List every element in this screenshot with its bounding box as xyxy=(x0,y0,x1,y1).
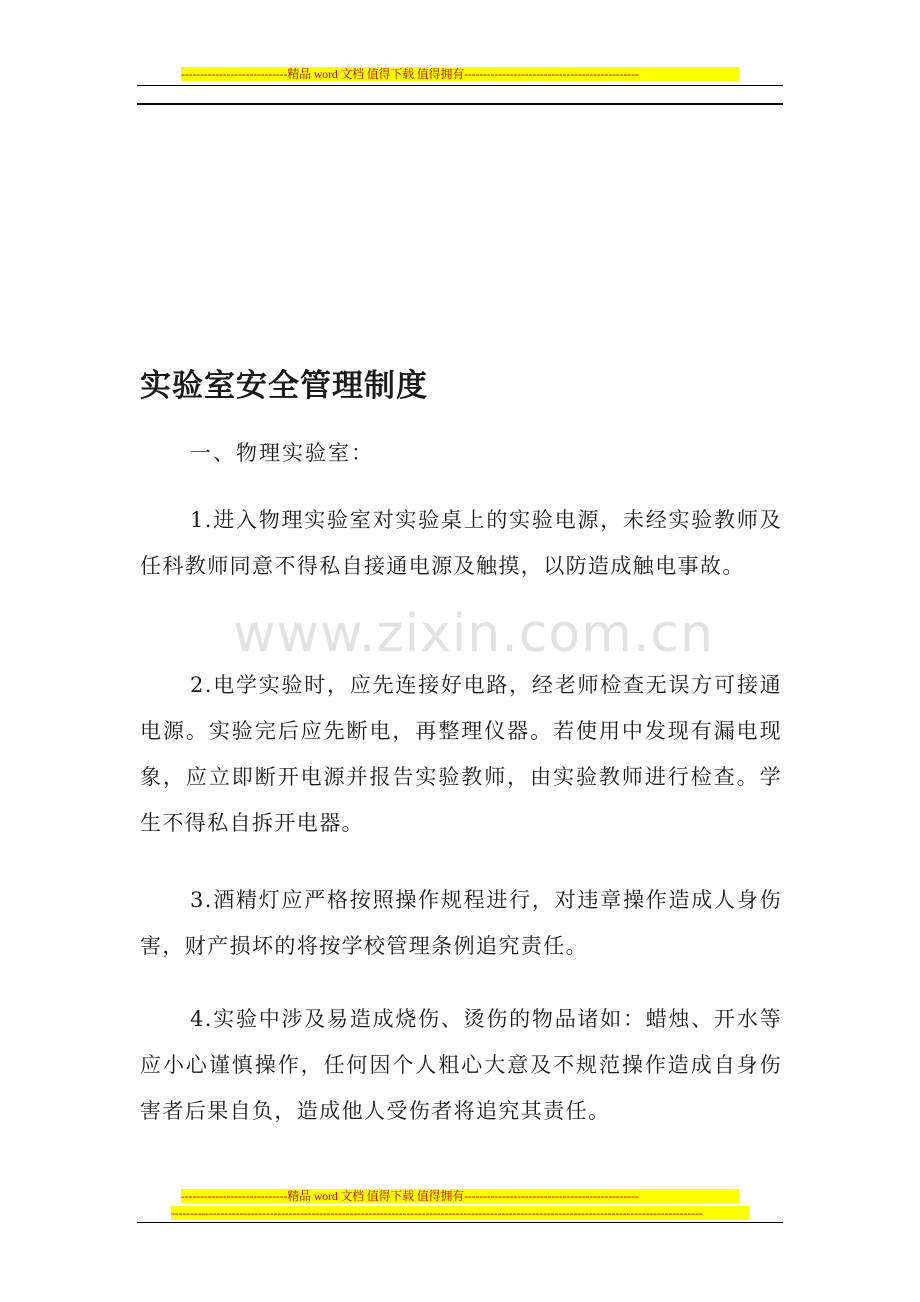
paragraph-2: 2.电学实验时，应先连接好电路，经老师检查无误方可接通电源。实验完后应先断电，再整理仪器。若使用中发现有漏电现象，应立即断开电源并报告实验教师，由实验教师进行检查。学生不得私自拆开电器。 xyxy=(140,673,782,835)
header-rule-bottom xyxy=(137,103,783,105)
header-rule-top xyxy=(137,85,783,86)
section-heading: 一、物理实验室： xyxy=(190,441,374,465)
paragraph-4: 4.实验中涉及易造成烧伤、烫伤的物品诸如：蜡烛、开水等应小心谨慎操作，任何因个人粗心大意及不规范操作造成自身伤害者后果自负，造成他人受伤者将追究其责任。 xyxy=(140,1007,782,1123)
watermark: www.zixin.com.cn xyxy=(233,604,714,664)
footer-rule xyxy=(137,1222,783,1223)
paragraph-1: 1.进入物理实验室对实验桌上的实验电源，未经实验教师及任科教师同意不得私自接通电源及触摸，以防造成触电事故。 xyxy=(140,508,782,578)
document-title: 实验室安全管理制度 xyxy=(140,368,428,404)
paragraph-3: 3.酒精灯应严格按照操作规程进行，对违章操作造成人身伤害，财产损坏的将按学校管理条例追究责任。 xyxy=(140,888,782,958)
footer-dashes: -------------------------------------------------------------------------------------------------------------------------------------------- xyxy=(171,1206,749,1220)
footer-banner: ----------------------------精品 word 文档 值得下载 值得拥有---------------------------------------------- xyxy=(181,1189,739,1203)
header-banner: ----------------------------精品 word 文档 值得下载 值得拥有---------------------------------------------- xyxy=(181,67,739,81)
